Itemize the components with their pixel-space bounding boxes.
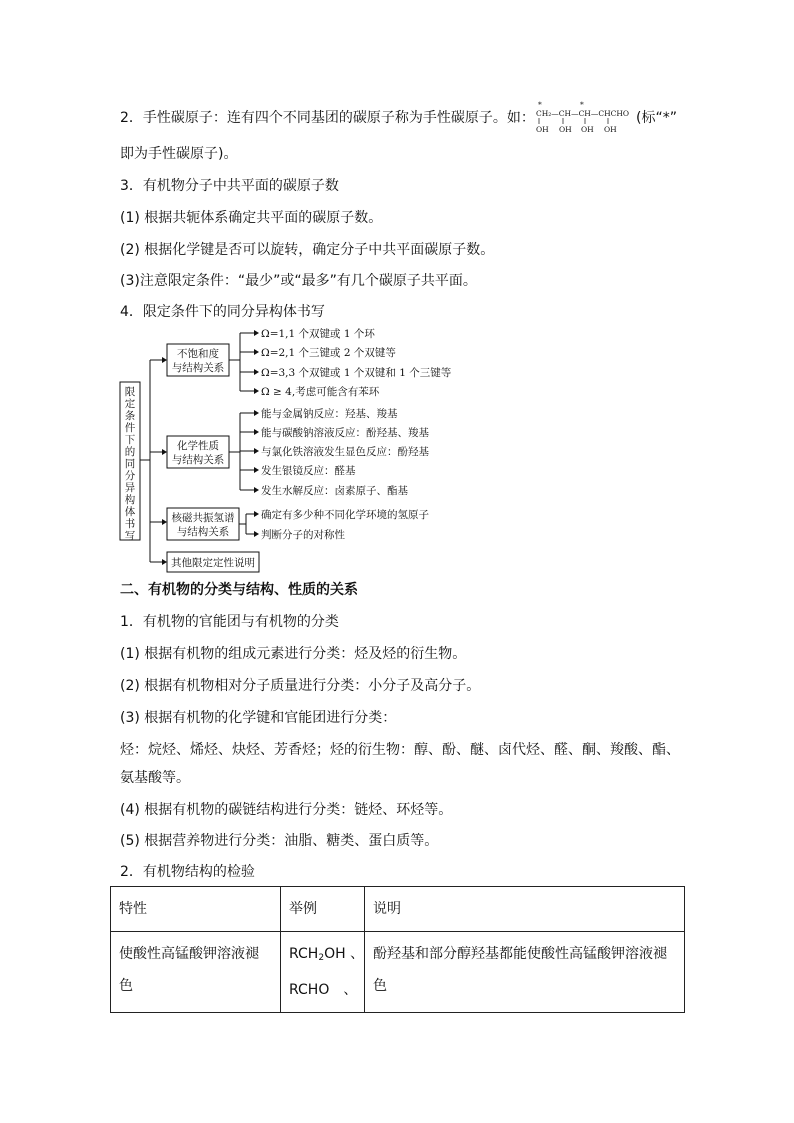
unsaturation-item-2: Ω=2,1 个三键或 2 个双键等 — [261, 347, 396, 359]
classification-item-3: (3) 根据有机物的化学键和官能团进行分类： — [120, 710, 397, 726]
classification-item-1: (1) 根据有机物的组成元素进行分类：烃及烃的衍生物。 — [120, 646, 467, 662]
table-cell-description — [365, 932, 685, 1013]
example-line-2: RCHO 、 — [289, 982, 358, 998]
group-nmr-label-2: 与结构关系 — [176, 526, 230, 538]
isomer-condition-diagram — [118, 322, 478, 574]
coplanar-heading: 3．有机物分子中共平面的碳原子数 — [120, 178, 339, 194]
unsaturation-item-1: Ω=1,1 个双键或 1 个环 — [261, 328, 375, 340]
structure-test-heading: 2．有机物结构的检验 — [120, 864, 255, 880]
nmr-item-1: 确定有多少种不同化学环境的氢原子 — [261, 509, 429, 521]
description-line-1: 酚羟基和部分醇羟基都能使酸性高锰酸钾溶液褪 — [373, 946, 667, 962]
formula-star-2: * — [580, 100, 584, 109]
description-line-2: 色 — [373, 978, 387, 994]
group-chemprop-label-1: 化学性质 — [177, 440, 219, 452]
chiral-carbon-heading: 2．手性碳原子：连有四个不同基团的碳原子称为手性碳原子。如： — [120, 110, 535, 126]
root-label-char: 条 — [124, 410, 136, 422]
chiral-note-line2: 即为手性碳原子)。 — [120, 146, 238, 162]
group-nmr-label-1: 核磁共振氢谱 — [171, 512, 235, 524]
formula-star-1: * — [538, 100, 542, 109]
example-subscript: 2 — [318, 953, 325, 963]
formula-main-chain: CH₂—CH—CH—CHCHO — [536, 109, 630, 118]
root-label-char: 体 — [124, 506, 136, 518]
property-line-1: 使酸性高锰酸钾溶液褪 — [119, 946, 259, 962]
table-row — [111, 932, 685, 1013]
formula-oh-1: OH — [536, 125, 549, 134]
coplanar-item-3: (3)注意限定条件：“最少”或“最多”有几个碳原子共平面。 — [120, 273, 477, 289]
example-rch: RCH — [289, 946, 319, 962]
group-unsaturation-label-2: 与结构关系 — [171, 362, 225, 374]
table-cell-example — [281, 932, 365, 1013]
root-label-char: 异 — [124, 482, 136, 494]
chiral-formula — [536, 100, 636, 136]
chemprop-item-3: 与氯化铁溶液发生显色反应：酚羟基 — [261, 446, 429, 458]
diagram-root-label — [125, 386, 136, 542]
group-unsaturation-label-1: 不饱和度 — [177, 348, 219, 360]
formula-oh-3: OH — [581, 125, 594, 134]
chiral-note-tail: (标“*” — [636, 110, 677, 126]
chemprop-item-4: 发生银镜反应：醛基 — [261, 465, 356, 477]
root-label-char: 构 — [124, 494, 136, 506]
formula-oh-4: OH — [604, 125, 617, 134]
chemprop-item-5: 发生水解反应：卤素原子、酯基 — [261, 485, 408, 497]
root-label-char: 写 — [124, 530, 136, 542]
classification-item-3-detail: 烃：烷烃、烯烃、炔烃、芳香烃；烃的衍生物：醇、酚、醚、卤代烃、醛、酮、羧酸、酯、 — [120, 742, 680, 758]
root-label-char: 书 — [124, 518, 136, 530]
property-line-2: 色 — [119, 978, 133, 994]
table-header-example: 举例 — [281, 887, 365, 932]
classification-item-5: (5) 根据营养物进行分类：油脂、糖类、蛋白质等。 — [120, 833, 439, 849]
unsaturation-item-3: Ω=3,3 个双键或 1 个双键和 1 个三键等 — [261, 367, 452, 379]
chemprop-item-1: 能与金属钠反应：羟基、羧基 — [261, 408, 398, 420]
root-label-char: 分 — [124, 470, 136, 482]
group-other-label: 其他限定定性说明 — [171, 557, 255, 569]
classification-item-2: (2) 根据有机物相对分子质量进行分类：小分子及高分子。 — [120, 678, 481, 694]
chemprop-item-2: 能与碳酸钠溶液反应：酚羟基、羧基 — [261, 427, 429, 439]
coplanar-item-2: (2) 根据化学键是否可以旋转，确定分子中共平面碳原子数。 — [120, 242, 495, 258]
root-label-char: 定 — [124, 398, 136, 410]
unsaturation-item-4: Ω ≥ 4,考虑可能含有苯环 — [261, 386, 380, 398]
group-chemprop-label-2: 与结构关系 — [171, 454, 225, 466]
classification-item-3-detail-cont: 氨基酸等。 — [120, 770, 190, 786]
table-header-property: 特性 — [111, 887, 281, 932]
nmr-item-2: 判断分子的对称性 — [261, 529, 345, 541]
root-label-char: 的 — [124, 446, 136, 458]
table-cell-property — [111, 932, 281, 1013]
root-label-char: 限 — [124, 386, 136, 398]
formula-oh-2: OH — [559, 125, 572, 134]
classification-heading: 1．有机物的官能团与有机物的分类 — [120, 614, 339, 630]
classification-item-4: (4) 根据有机物的碳链结构进行分类：链烃、环烃等。 — [120, 802, 453, 818]
table-header-description: 说明 — [365, 887, 685, 932]
table-header-row — [111, 887, 685, 932]
isomer-heading: 4．限定条件下的同分异构体书写 — [120, 304, 325, 320]
root-label-char: 同 — [124, 458, 136, 470]
coplanar-item-1: (1) 根据共轭体系确定共平面的碳原子数。 — [120, 210, 383, 226]
example-oh: OH 、 — [324, 946, 365, 962]
structure-test-table — [110, 886, 685, 1013]
example-line-1 — [289, 938, 365, 974]
root-label-char: 下 — [124, 434, 136, 446]
part2-heading: 二、有机物的分类与结构、性质的关系 — [120, 582, 358, 598]
root-label-char: 件 — [124, 422, 136, 434]
